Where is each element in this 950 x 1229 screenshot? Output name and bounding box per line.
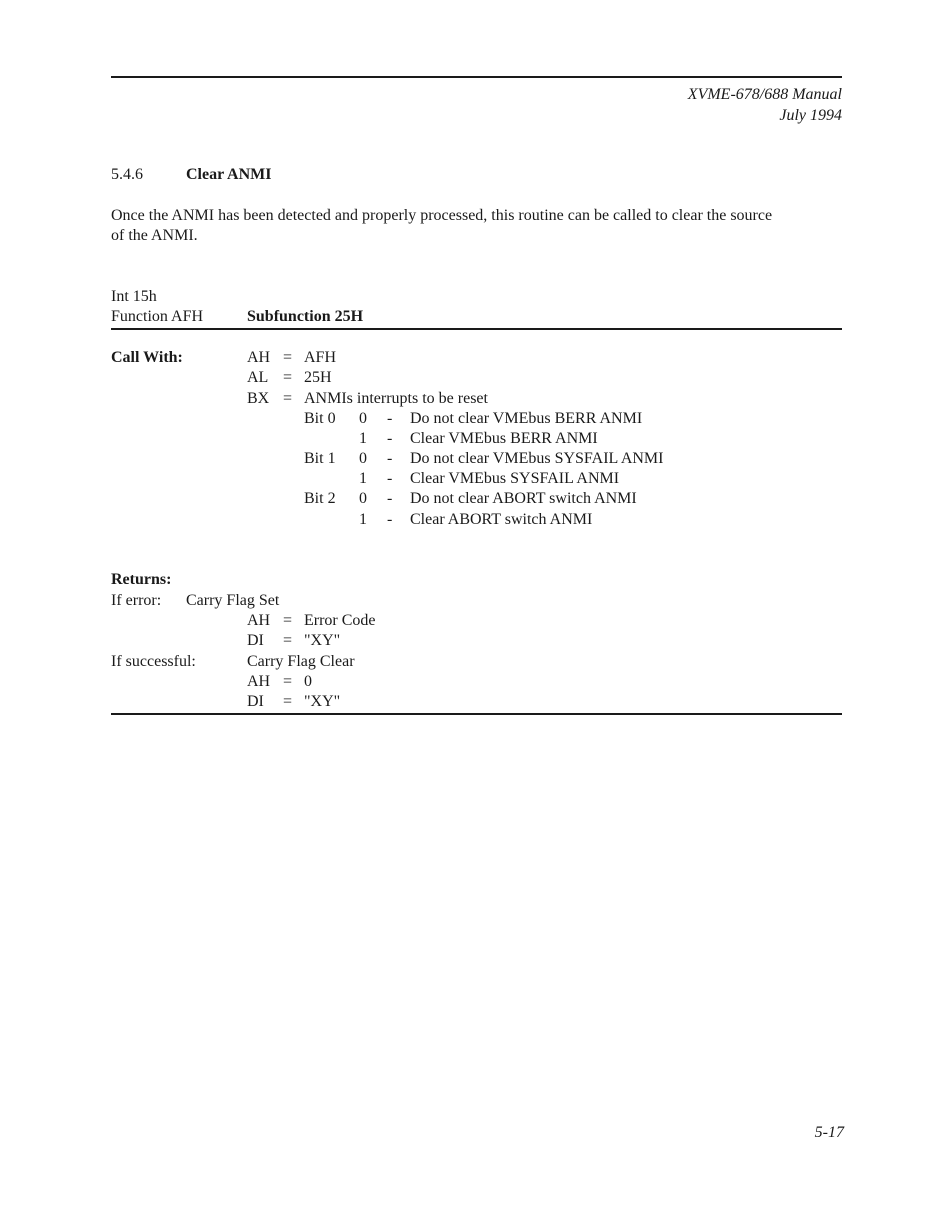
register-value: AFH	[304, 349, 337, 366]
register-value: ANMIs interrupts to be reset	[304, 390, 488, 407]
bit-description: Clear VMEbus SYSFAIL ANMI	[410, 470, 620, 487]
register-name: AH	[247, 673, 271, 690]
returns-rule	[111, 713, 842, 715]
bit-dash: -	[387, 490, 393, 507]
bit-value: 0	[359, 490, 367, 507]
function-label: Function AFH	[111, 308, 204, 325]
success-flag: Carry Flag Clear	[247, 653, 355, 670]
bit-dash: -	[387, 511, 393, 528]
function-rule	[111, 328, 842, 330]
header-rule	[111, 76, 842, 78]
bit-description: Do not clear VMEbus SYSFAIL ANMI	[410, 450, 664, 467]
manual-date: July 1994	[779, 107, 842, 124]
bit-description: Do not clear VMEbus BERR ANMI	[410, 410, 643, 427]
bit-dash: -	[387, 450, 393, 467]
equals-sign: =	[283, 349, 293, 366]
bit-description: Do not clear ABORT switch ANMI	[410, 490, 637, 507]
call-with-label: Call With:	[111, 349, 183, 366]
register-name: BX	[247, 390, 270, 407]
equals-sign: =	[283, 632, 293, 649]
section-title: Clear ANMI	[186, 166, 272, 183]
register-name: DI	[247, 693, 264, 710]
register-value: 0	[304, 673, 312, 690]
register-value: "XY"	[304, 632, 341, 649]
bit-value: 1	[359, 511, 367, 528]
register-name: DI	[247, 632, 264, 649]
returns-label: Returns:	[111, 571, 172, 588]
bit-value: 0	[359, 450, 367, 467]
success-label: If successful:	[111, 653, 196, 670]
equals-sign: =	[283, 673, 293, 690]
bit-value: 1	[359, 430, 367, 447]
equals-sign: =	[283, 693, 293, 710]
register-value: "XY"	[304, 693, 341, 710]
equals-sign: =	[283, 612, 293, 629]
register-value: 25H	[304, 369, 332, 386]
page-number: 5-17	[814, 1124, 844, 1141]
bit-dash: -	[387, 410, 393, 427]
bit-label: Bit 1	[304, 450, 336, 467]
intro-line-1: Once the ANMI has been detected and properly processed, this routine can be called to clear the source	[111, 207, 773, 224]
int-label: Int 15h	[111, 288, 157, 305]
section-number: 5.4.6	[111, 166, 143, 183]
bit-description: Clear ABORT switch ANMI	[410, 511, 593, 528]
bit-dash: -	[387, 430, 393, 447]
bit-value: 1	[359, 470, 367, 487]
bit-dash: -	[387, 470, 393, 487]
subfunction-label: Subfunction 25H	[247, 308, 364, 325]
bit-description: Clear VMEbus BERR ANMI	[410, 430, 598, 447]
equals-sign: =	[283, 390, 293, 407]
error-label: If error:	[111, 592, 162, 609]
manual-title: XVME-678/688 Manual	[687, 86, 842, 103]
bit-value: 0	[359, 410, 367, 427]
register-name: AH	[247, 612, 271, 629]
register-name: AH	[247, 349, 271, 366]
register-name: AL	[247, 369, 269, 386]
register-value: Error Code	[304, 612, 376, 629]
bit-label: Bit 2	[304, 490, 336, 507]
intro-line-2: of the ANMI.	[111, 227, 198, 244]
bit-label: Bit 0	[304, 410, 336, 427]
equals-sign: =	[283, 369, 293, 386]
error-flag: Carry Flag Set	[186, 592, 280, 609]
